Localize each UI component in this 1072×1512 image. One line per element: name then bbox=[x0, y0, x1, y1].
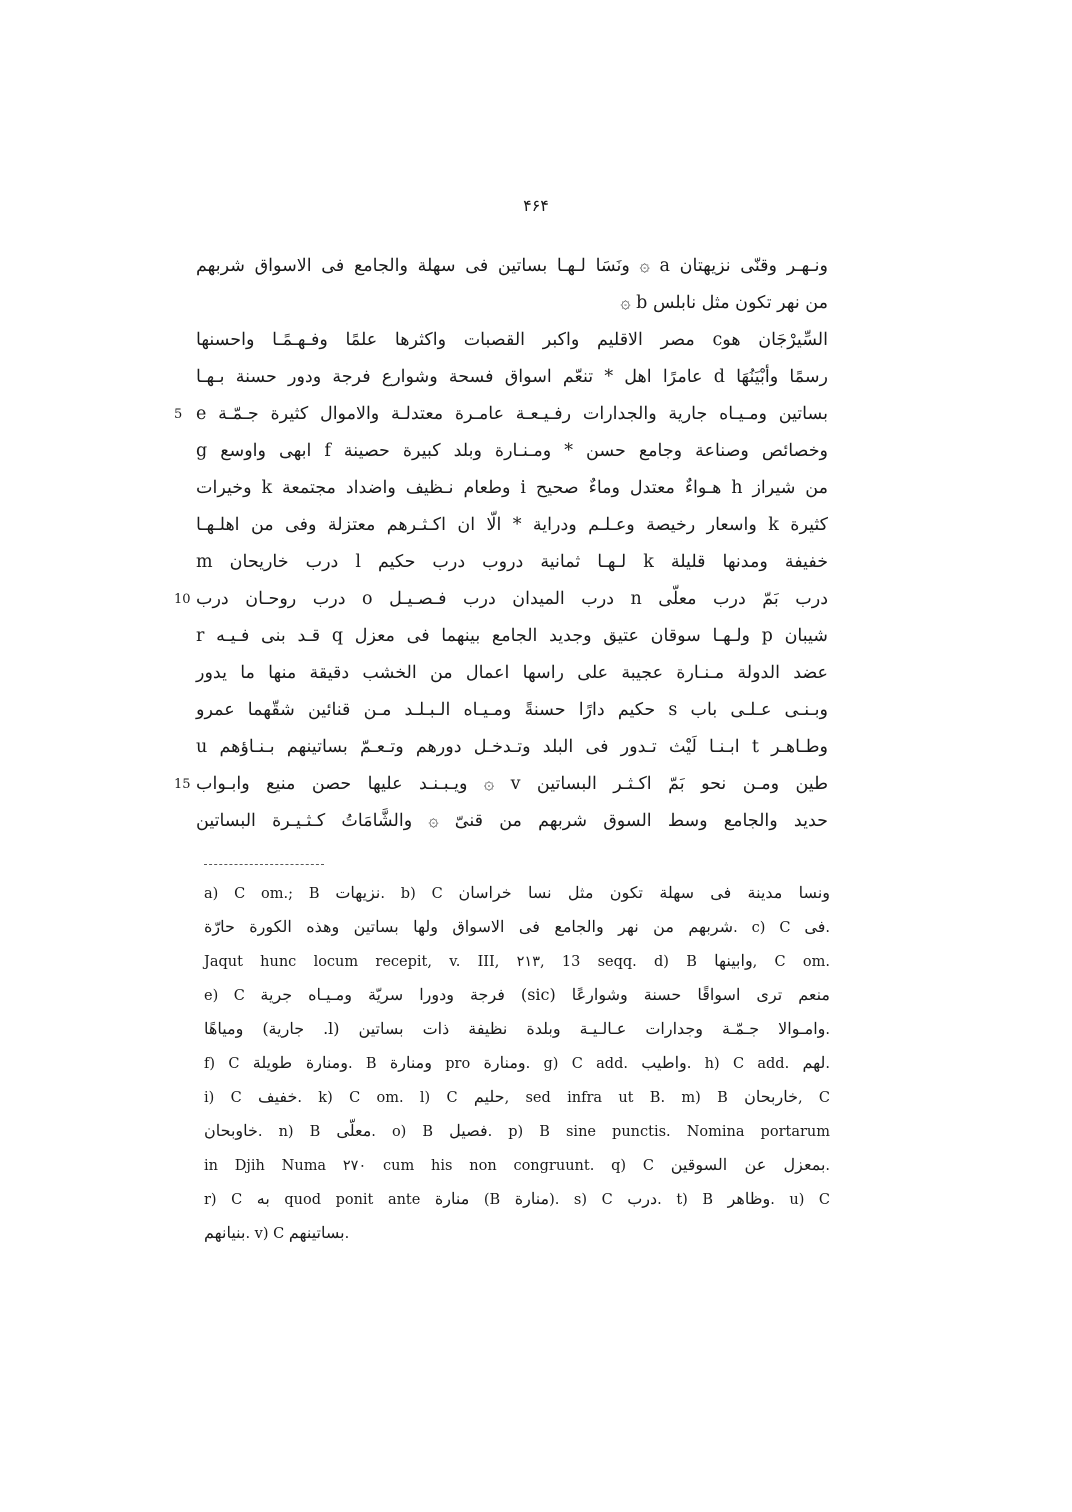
text-line bbox=[196, 248, 828, 285]
footnote-arabic: به bbox=[256, 1189, 270, 1208]
footnote-text: . bbox=[825, 1056, 830, 1072]
text-line bbox=[196, 618, 828, 655]
footnote-line bbox=[204, 944, 830, 978]
footnote-text: (B bbox=[469, 1192, 515, 1208]
footnote-line bbox=[204, 1216, 830, 1250]
line-number: 10 bbox=[174, 592, 191, 607]
footnote-arabic: معلّى bbox=[336, 1121, 372, 1140]
line-number: 15 bbox=[174, 777, 191, 792]
line-text: وبـنـى عـلـى باب s حكيم دارًا حسنةً ومـيـاه الـبـلـد مـن قنائين شقّهما عمرو bbox=[196, 700, 829, 720]
text-line bbox=[174, 766, 829, 803]
footnote-text: . bbox=[825, 1022, 830, 1038]
footnote-arabic: بمعزل عن السوقين bbox=[670, 1155, 826, 1174]
text-line bbox=[196, 729, 828, 766]
line-text: السِّيرْجَان هوc مصر الاقليم واكبر القصبات واكثرها علمًا وفـهـمًـا واحسنها bbox=[196, 330, 828, 350]
line-text: رسمًا وأبْيَنُهَا d عامرًا اهل * تنعّم اسواق فسحة وشوارع فرجة ودور حسنة بـهـا bbox=[196, 367, 828, 387]
footnote-line bbox=[204, 1012, 830, 1046]
footnote-arabic: شربهم من نهر والجامع فى الاسواق ولها بساتين وهذه الكورة حارّة bbox=[204, 917, 734, 936]
line-text: خفيفة ومدنها قليلة k لـهـا ثمانية دروب درب حكيم l درب خاريحان m bbox=[196, 552, 829, 572]
footnote-text: . v) C bbox=[245, 1226, 289, 1242]
footnote-arabic: منارة bbox=[514, 1189, 550, 1208]
footnote-text: r) C bbox=[204, 1192, 257, 1208]
text-line bbox=[196, 692, 828, 729]
text-line bbox=[196, 322, 828, 359]
footnote-text: . g) C add. bbox=[525, 1056, 642, 1072]
footnote-arabic: فصيل bbox=[449, 1121, 488, 1140]
footnote-text: i) C bbox=[204, 1090, 259, 1106]
footnote-rule bbox=[204, 864, 324, 865]
footnote-arabic: درب bbox=[627, 1189, 658, 1208]
footnote-text: . k) C om. l) C bbox=[297, 1090, 474, 1106]
line-text: بساتين ومـيـاه جارية والجدارات رفـيـعـة عامـرة معتدلـة والاموال كثيرة جـمّـة e bbox=[196, 404, 828, 424]
footnote-line bbox=[204, 876, 830, 910]
footnote-arabic: ومنارة bbox=[483, 1053, 526, 1072]
footnote-text: . u) C bbox=[770, 1192, 830, 1208]
footnote-text: , C om. bbox=[752, 954, 830, 970]
footnote-text: . bbox=[825, 1158, 831, 1174]
footnote-line bbox=[204, 1182, 830, 1216]
footnote-arabic: وابينها bbox=[714, 951, 753, 970]
footnote-arabic: ومنارة bbox=[389, 1053, 432, 1072]
footnote-text: . c) C bbox=[733, 920, 805, 936]
footnote-arabic: بنيانهم bbox=[204, 1223, 246, 1242]
footnote-text: , sed infra ut B. m) B bbox=[504, 1090, 745, 1106]
footnote-text: . n) B bbox=[257, 1124, 337, 1140]
line-text: طين ومـن نحو بَمّ اكـثـر البساتين v ۞ ويـبـنـد عليها حصن منيع وابـواب bbox=[196, 774, 829, 794]
footnote-arabic: منارة bbox=[434, 1189, 470, 1208]
line-text: ونـهـر وقنّى نزيهتان a ۞ ونَسَا لـهـا بساتين فى سهلة والجامع فى الاسواق شربهم bbox=[196, 256, 828, 276]
footnote-text: , C bbox=[797, 1090, 830, 1106]
footnote-text: . B bbox=[347, 1056, 390, 1072]
footnote-line bbox=[204, 1148, 830, 1182]
line-text: شيبان p ولـهـا سوقان عتيق وجديد الجامع بينهما فى معزل q قـد بنى فـيـه r bbox=[196, 626, 828, 646]
text-line bbox=[196, 544, 828, 581]
footnote-arabic: حليم bbox=[473, 1087, 505, 1106]
page-number: ۴۶۴ bbox=[523, 196, 549, 215]
footnote-text: . h) C add. bbox=[686, 1056, 803, 1072]
text-line bbox=[196, 359, 828, 396]
text-line bbox=[196, 470, 828, 507]
text-line bbox=[196, 285, 828, 322]
text-line bbox=[196, 655, 828, 692]
footnote-arabic: خاربحان bbox=[744, 1087, 798, 1106]
footnote-arabic: بساتينهم bbox=[288, 1223, 345, 1242]
footnote-text: f) C bbox=[204, 1056, 253, 1072]
footnote-text: . t) B bbox=[657, 1192, 728, 1208]
text-line bbox=[196, 803, 828, 840]
line-number: 5 bbox=[174, 407, 183, 422]
footnote-arabic: منعم ترى اسواقًا حسنة وشوارعًا (sic) فرجة ودورا سريّة ومـيـاه جرية bbox=[260, 985, 831, 1004]
line-text: عضد الدولة مـنـارة عجيبة على راسها اعمال من الخشب دقيقة منها ما يدور bbox=[196, 663, 828, 683]
line-text: درب بَمّ درب معلّى n درب الميدان درب فـصـيـل o درب روحـان درب bbox=[196, 589, 829, 609]
footnote-text: . o) B bbox=[371, 1124, 450, 1140]
footnote-arabic: نزيهات bbox=[335, 883, 381, 902]
footnote-arabic: وظاهر bbox=[727, 1189, 771, 1208]
footnote-line bbox=[204, 910, 830, 944]
footnote-text: . b) C bbox=[380, 886, 459, 902]
footnotes bbox=[204, 876, 830, 1250]
footnote-text: quod ponit ante bbox=[269, 1192, 435, 1208]
line-text: حديد والجامع وسط السوق شربهم من قنىّ ۞ والشَّامَاتُ كـثـيـرة البساتين bbox=[196, 811, 828, 831]
text-line bbox=[174, 396, 828, 433]
footnote-text: pro bbox=[431, 1056, 484, 1072]
footnote-line bbox=[204, 978, 830, 1012]
footnote-arabic: واطيب bbox=[641, 1053, 687, 1072]
footnote-arabic: وامـوالا جـمّـة وجدارات عـالـيـة وبلدة نظيفة ذات بساتين (l. جارية) ومياهًا bbox=[204, 1019, 826, 1038]
line-text: كثيرة k واسعار رخيصة وعـلـم ودراية * الّا ان اكـثـرهم معتزلة وفى من اهلـهـا bbox=[196, 515, 828, 535]
footnote-arabic: خفيف bbox=[258, 1087, 298, 1106]
line-text: من شيراز h هـواءٌ معتدل وماءٌ صحيح i وطعام نـظيف واضداد مجتمعة k وخيرات bbox=[196, 478, 828, 498]
footnote-arabic: ومنارة طويلة bbox=[252, 1053, 348, 1072]
footnote-text: in Djih Numa ۲۷۰ cum his non congruunt. q) C bbox=[204, 1158, 671, 1174]
footnote-text: Jaqut hunc locum recepit, v. III, ۲۱۳, 13 seqq. d) B bbox=[204, 954, 715, 970]
footnote-text: a) C om.; B bbox=[204, 886, 336, 902]
text-line bbox=[174, 581, 829, 618]
line-text: وخصائص وصناعة وجامع حسن * ومـنـارة وبلد كبيرة حصينة f ابهى واوسع g bbox=[196, 441, 828, 461]
line-text: وطـاهـر t ابـنـا لَيْث تـدور فى البلد وتـدخـل دورهم وتـعـمّ بساتينهم بـنـاؤهم u bbox=[196, 737, 828, 757]
line-text: من نهر تكون مثل نابلس b ۞ bbox=[620, 293, 828, 313]
main-text bbox=[174, 248, 829, 840]
footnote-text: . bbox=[825, 920, 831, 936]
footnote-text: . p) B sine punctis. Nomina portarum bbox=[487, 1124, 830, 1140]
footnote-text: e) C bbox=[204, 988, 261, 1004]
footnote-text: ). s) C bbox=[549, 1192, 628, 1208]
footnote-arabic: فى bbox=[804, 917, 826, 936]
footnote-text: . bbox=[344, 1226, 350, 1242]
footnote-line bbox=[204, 1080, 830, 1114]
footnote-arabic: لهم bbox=[802, 1053, 826, 1072]
text-line bbox=[196, 507, 828, 544]
footnote-arabic: ونسا مدينة فى سهلة تكون مثل نسا خراسان bbox=[458, 883, 831, 902]
footnote-line bbox=[204, 1114, 830, 1148]
footnote-line bbox=[204, 1046, 830, 1080]
text-line bbox=[196, 433, 828, 470]
footnote-arabic: خاوبحان bbox=[204, 1121, 258, 1140]
